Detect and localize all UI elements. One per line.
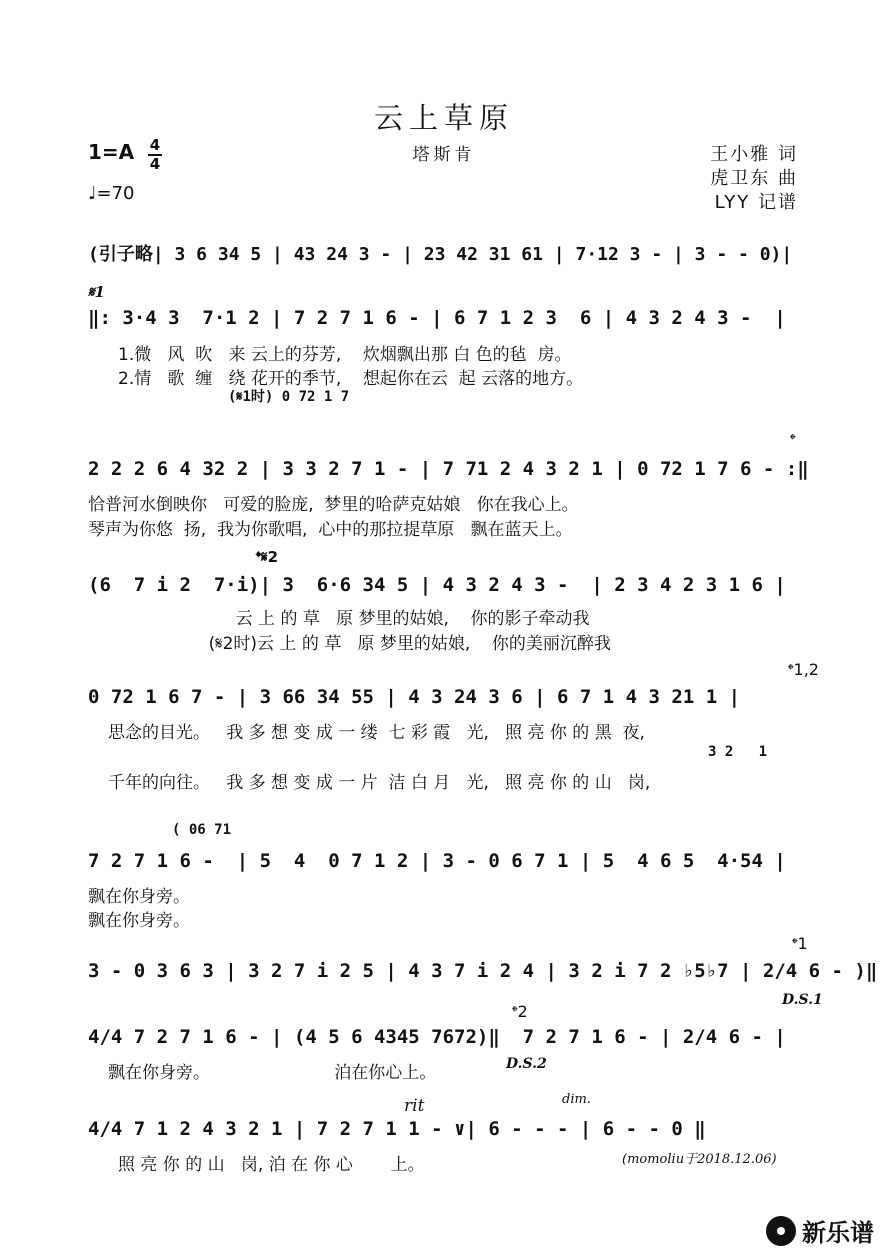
score-system-6-lyric-1: 飘在你身旁。 — [88, 887, 190, 907]
score-system-8-notes: 4/4 7 2 7 1 6 - | (4 5 6 4345 7672)‖ 7 2 7 1 6 - | 2/4 6 - | — [88, 1026, 786, 1048]
transcription-signature: (momoliu于2018.12.06) — [622, 1152, 777, 1167]
dim-mark: dim. — [562, 1092, 591, 1107]
time-signature: 4 4 — [149, 136, 161, 173]
score-system-5-notes: 0 72 1 6 7 - | 3 66 34 55 | 4 3 24 3 6 | 6 7 1 4 3 21 1 | — [88, 686, 741, 708]
score-system-7-notes: 3 - 0 3 6 3 | 3 2 7 i 2 5 | 4 3 7 i 2 4 | 3 2 i 7 2 ♭5♭7 | 2/4 6 - )‖ — [88, 960, 878, 982]
score-system-2-notes: ‖: 3·4 3 7·1 2 | 7 2 7 1 6 - | 6 7 1 2 3 6 | 4 3 2 4 3 - | — [88, 307, 786, 329]
coda-2-mark: 𝄌2 — [512, 1002, 528, 1021]
score-system-6-alt: ( 06 71 — [172, 822, 232, 838]
ds2-mark: D.S.2 — [506, 1056, 547, 1072]
key-signature: 1=A — [88, 140, 135, 164]
score-system-5-lyric-2: 千年的向往。 我 多 想 变 成 一 片 洁 白 月 光, 照 亮 你 的 山 岗, — [108, 773, 651, 793]
score-system-6-notes: 7 2 7 1 6 - | 5 4 0 7 1 2 | 3 - 0 6 7 1 | 5 4 6 5 4·54 | — [88, 850, 786, 872]
score-system-4-lyric-2: (𝄋2时)云 上 的 草 原 梦里的姑娘, 你的美丽沉醉我 — [160, 634, 611, 654]
score-system-3-lyric-1: 恰普河水倒映你 可爱的脸庞, 梦里的哈萨克姑娘 你在我心上。 — [88, 495, 579, 515]
score-system-3-lyric-2: 琴声为你悠 扬, 我为你歌唱, 心中的那拉提草原 飘在蓝天上。 — [88, 520, 573, 540]
score-system-2-alt: (𝄋1时) 0 72 1 7 — [228, 389, 350, 405]
score-system-9-notes: 4/4 7 1 2 4 3 2 1 | 7 2 7 1 1 - ∨| 6 - - - | 6 - - 0 ‖ — [88, 1118, 706, 1140]
tempo-mark: ♩=70 — [88, 183, 135, 204]
song-title: 云上草原 — [373, 101, 514, 135]
score-system-2-lyric-1: 1.微 风 吹 来 云上的芬芳, 炊烟飘出那 白 色的毡 房。 — [118, 345, 572, 365]
score-system-6-lyric-2: 飘在你身旁。 — [88, 911, 190, 931]
score-system-9-lyric-1: 照 亮 你 的 山 岗, 泊 在 你 心 上。 — [118, 1155, 425, 1175]
score-system-5-lyric-1: 思念的目光。 我 多 想 变 成 一 缕 七 彩 霞 光, 照 亮 你 的 黑 夜, — [108, 723, 645, 743]
score-system-4-lyric-1: 云 上 的 草 原 梦里的姑娘, 你的影子牵动我 — [160, 609, 590, 629]
logo-text: 新乐谱 — [802, 1219, 874, 1247]
ds1-mark: D.S.1 — [782, 992, 823, 1008]
score-system-3-notes: 2 2 2 6 4 32 2 | 3 3 2 7 1 - | 7 71 2 4 3 2 1 | 0 72 1 7 6 - :‖ — [88, 458, 809, 480]
score-system-4-notes: (6 7 i 2 7·i)| 3 6·6 34 5 | 4 3 2 4 3 - | 2 3 4 2 3 1 6 | — [88, 574, 786, 596]
score-system-1-notes: (引子略| 3 6 34 5 | 43 24 3 - | 23 42 31 61 | 7·12 3 - | 3 - - 0)| — [88, 244, 793, 265]
score-system-2-lyric-2: 2.情 歌 缠 绕 花开的季节, 想起你在云 起 云落的地方。 — [118, 369, 584, 389]
score-system-8-lyric-1: 飘在你身旁。 泊在你心上。 — [108, 1063, 437, 1083]
transcriber-credit: LYY 记谱 — [714, 192, 798, 213]
singer-name: 塔斯肯 — [412, 145, 476, 165]
coda-segno-2-mark: 𝄌𝄋2 — [256, 548, 279, 566]
coda-1-2-mark: 𝄌1,2 — [788, 660, 819, 679]
score-system-5-alt-notes: 3 2 1 — [708, 744, 768, 760]
record-icon — [766, 1216, 796, 1246]
coda-mark-1: 𝄌 — [790, 430, 796, 449]
lyricist-credit: 王小雅 词 — [710, 144, 798, 165]
coda-1-mark: 𝄌1 — [792, 934, 808, 953]
segno-1-mark: 𝄋1 — [88, 283, 105, 301]
site-logo — [766, 1213, 874, 1248]
composer-credit: 虎卫东 曲 — [710, 168, 798, 189]
rit-mark: rit — [404, 1096, 425, 1116]
